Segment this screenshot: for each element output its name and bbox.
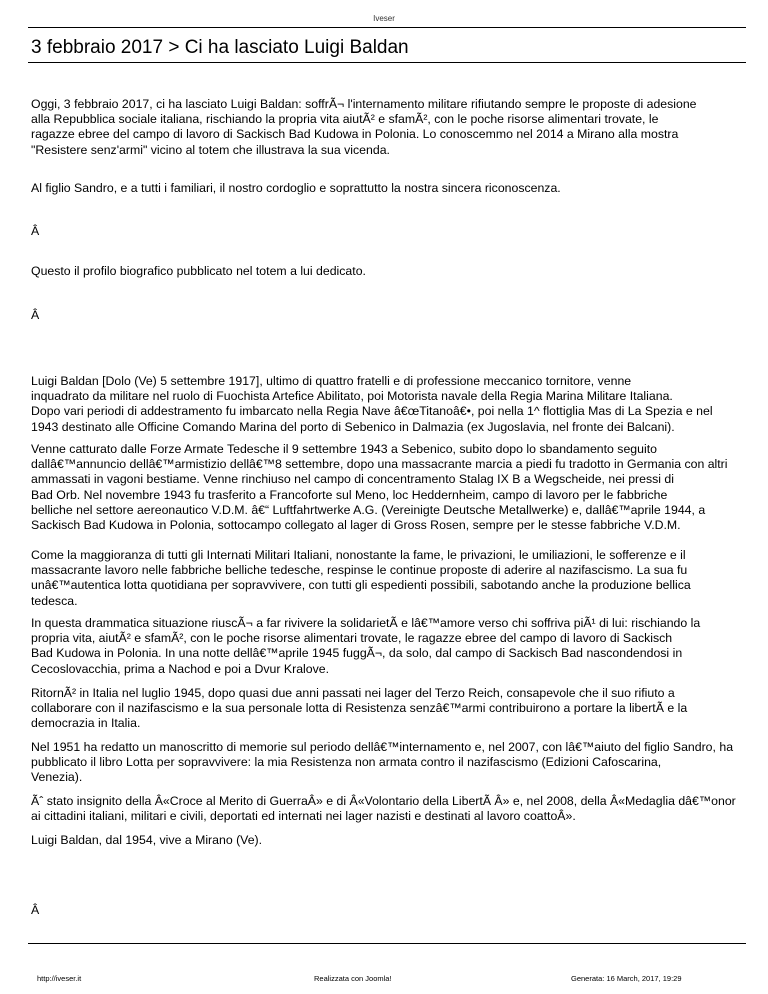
- paragraph-line: ragazze ebree del campo di lavoro di Sackisch Bad Kudowa in Polonia. Lo conoscemmo nel 2014 a Mirano alla mostra: [31, 127, 679, 142]
- paragraph-line: Ãˆ stato insignito della Â«Croce al Merito di GuerraÂ» e di Â«Volontario della LibertÃ Â» e, nel 2008, della Â«Medaglia dâ€™onor: [31, 794, 736, 808]
- article-paragraph: [31, 903, 768, 918]
- article-paragraph: [31, 740, 768, 786]
- article-paragraph: [31, 833, 768, 848]
- article-paragraph: [31, 616, 768, 677]
- site-header: Iveser: [373, 14, 395, 23]
- paragraph-line: Oggi, 3 febbraio 2017, ci ha lasciato Luigi Baldan: soffrÃ¬ l'internamento militare rifiutando sempre le proposte di adesione: [31, 97, 697, 111]
- article-paragraph: [31, 308, 768, 323]
- paragraph-line: 1943 destinato alle Officine Comando Marina del porto di Sebenico in Dalmazia (ex Jugoslavia, nel fronte dei Balcani).: [31, 419, 675, 434]
- paragraph-line: Cecoslovacchia, prima a Nachod e poi a Dvur Kralove.: [31, 661, 330, 676]
- paragraph-line: Al figlio Sandro, e a tutti i familiari, il nostro cordoglio e soprattutto la nostra sincera riconoscenza.: [31, 181, 561, 195]
- paragraph-line: Luigi Baldan, dal 1954, vive a Mirano (Ve).: [31, 833, 263, 847]
- paragraph-line: Bad Kudowa in Polonia. In una notte dellâ€™aprile 1945 fuggÃ¬, da solo, dal campo di Sackisch Bad nascondendosi in: [31, 646, 683, 661]
- paragraph-line: Venezia).: [31, 770, 83, 785]
- paragraph-line: collaborare con il nazifascismo e la sua personale lotta di Resistenza senzâ€™armi contribuirono a portare la libertÃ e la: [31, 701, 688, 716]
- article-paragraph: [31, 181, 768, 196]
- paragraph-line: massacrante lavoro nelle fabbriche belliche tedesche, respinse le continue proposte di aderire al nazifascismo. La sua fu: [31, 563, 688, 578]
- footer-credit: Realizzata con Joomla!: [314, 974, 392, 983]
- article-paragraph: [31, 97, 768, 158]
- paragraph-line: RitornÃ² in Italia nel luglio 1945, dopo quasi due anni passati nei lager del Terzo Reich, consapevole che il suo rifiuto a: [31, 686, 675, 700]
- article-title: 3 febbraio 2017 > Ci ha lasciato Luigi Baldan: [31, 37, 409, 58]
- paragraph-line: Come la maggioranza di tutti gli Internati Militari Italiani, nonostante la fame, le privazioni, le umiliazioni, le sofferenze e il: [31, 548, 686, 562]
- paragraph-line: Nel 1951 ha redatto un manoscritto di memorie sul periodo dellâ€™internamento e, nel 2007, con lâ€™aiuto del figlio Sandro, ha: [31, 740, 734, 754]
- footer-url[interactable]: http://iveser.it: [37, 974, 82, 983]
- paragraph-line: In questa drammatica situazione riuscÃ¬ a far rivivere la solidarietÃ e lâ€™amore verso chi soffriva piÃ¹ di lui: rischiando la: [31, 616, 701, 630]
- paragraph-line: tedesca.: [31, 593, 78, 608]
- paragraph-line: inquadrato da militare nel ruolo di Fuochista Artefice Abilitato, poi Motorista navale della Regia Marina Militare Italiana.: [31, 389, 673, 404]
- paragraph-line: ai cittadini italiani, militari e civili, deportati ed internati nei lager nazisti e destinati al lavoro coattoÂ».: [31, 809, 576, 824]
- paragraph-line: unâ€™autentica lotta quotidiana per sopravvivere, con tutti gli espedienti possibili, sabotando anche la produzione bellica: [31, 578, 691, 593]
- paragraph-line: democrazia in Italia.: [31, 716, 141, 731]
- article-paragraph: [31, 686, 768, 732]
- article-paragraph: [31, 374, 768, 435]
- paragraph-line: Â: [31, 308, 40, 322]
- article-paragraph: [31, 264, 768, 279]
- paragraph-line: "Resistere senz'armi" vicino al totem che illustrava la sua vicenda.: [31, 142, 390, 157]
- paragraph-line: propria vita, aiutÃ² e sfamÃ², con le poche risorse alimentari trovate, le ragazze ebree del campo di lavoro di Sackisch: [31, 631, 673, 646]
- article-paragraph: [31, 794, 768, 824]
- paragraph-line: pubblicato il libro Lotta per sopravvivere: la mia Resistenza non armata contro il nazifascismo (Edizioni Cafoscarina,: [31, 755, 662, 770]
- paragraph-line: Dopo vari periodi di addestramento fu imbarcato nella Regia Nave â€œTitanoâ€•, poi nella 1^ flottiglia Mas di La Spezia e nel: [31, 404, 713, 419]
- article-paragraph: [31, 548, 768, 609]
- footer-divider: [28, 943, 746, 944]
- paragraph-line: belliche nel settore aereonautico V.D.M. â€“ Luftfahrtwerke A.G. (Vereinigte Deutsche Metallwerke) e, dallâ€™aprile 1944, a: [31, 502, 706, 517]
- paragraph-line: Bad Orb. Nel novembre 1943 fu trasferito a Francoforte sul Meno, loc Heddernheim, campo di lavoro per le fabbriche: [31, 487, 668, 502]
- paragraph-line: dallâ€™annuncio dellâ€™armistizio dellâ€™8 settembre, dopo una massacrante marcia a piedi fu tradotto in Germania con altri: [31, 457, 728, 472]
- article-paragraph: [31, 224, 768, 239]
- article-paragraph: [31, 442, 768, 533]
- footer-generated-date: Generata: 16 March, 2017, 19:29: [571, 974, 682, 983]
- header-divider: [28, 27, 746, 28]
- paragraph-line: ammassati in vagoni bestiame. Venne rinchiuso nel campo di concentramento Stalag IX B a Wegscheide, nei pressi di: [31, 472, 674, 487]
- paragraph-line: alla Repubblica sociale italiana, rischiando la propria vita aiutÃ² e sfamÃ², con le poche risorse alimentari trovate, le: [31, 112, 659, 127]
- paragraph-line: Â: [31, 903, 40, 917]
- paragraph-line: Â: [31, 224, 40, 238]
- paragraph-line: Questo il profilo biografico pubblicato nel totem a lui dedicato.: [31, 264, 366, 278]
- paragraph-line: Venne catturato dalle Forze Armate Tedesche il 9 settembre 1943 a Sebenico, subito dopo lo sbandamento seguito: [31, 442, 657, 456]
- title-divider: [28, 62, 746, 63]
- paragraph-line: Sackisch Bad Kudowa in Polonia, sottocampo collegato al lager di Gross Rosen, sempre per le stesse fabbriche V.D.M.: [31, 518, 681, 533]
- paragraph-line: Luigi Baldan [Dolo (Ve) 5 settembre 1917], ultimo di quattro fratelli e di professione meccanico tornitore, venne: [31, 374, 632, 388]
